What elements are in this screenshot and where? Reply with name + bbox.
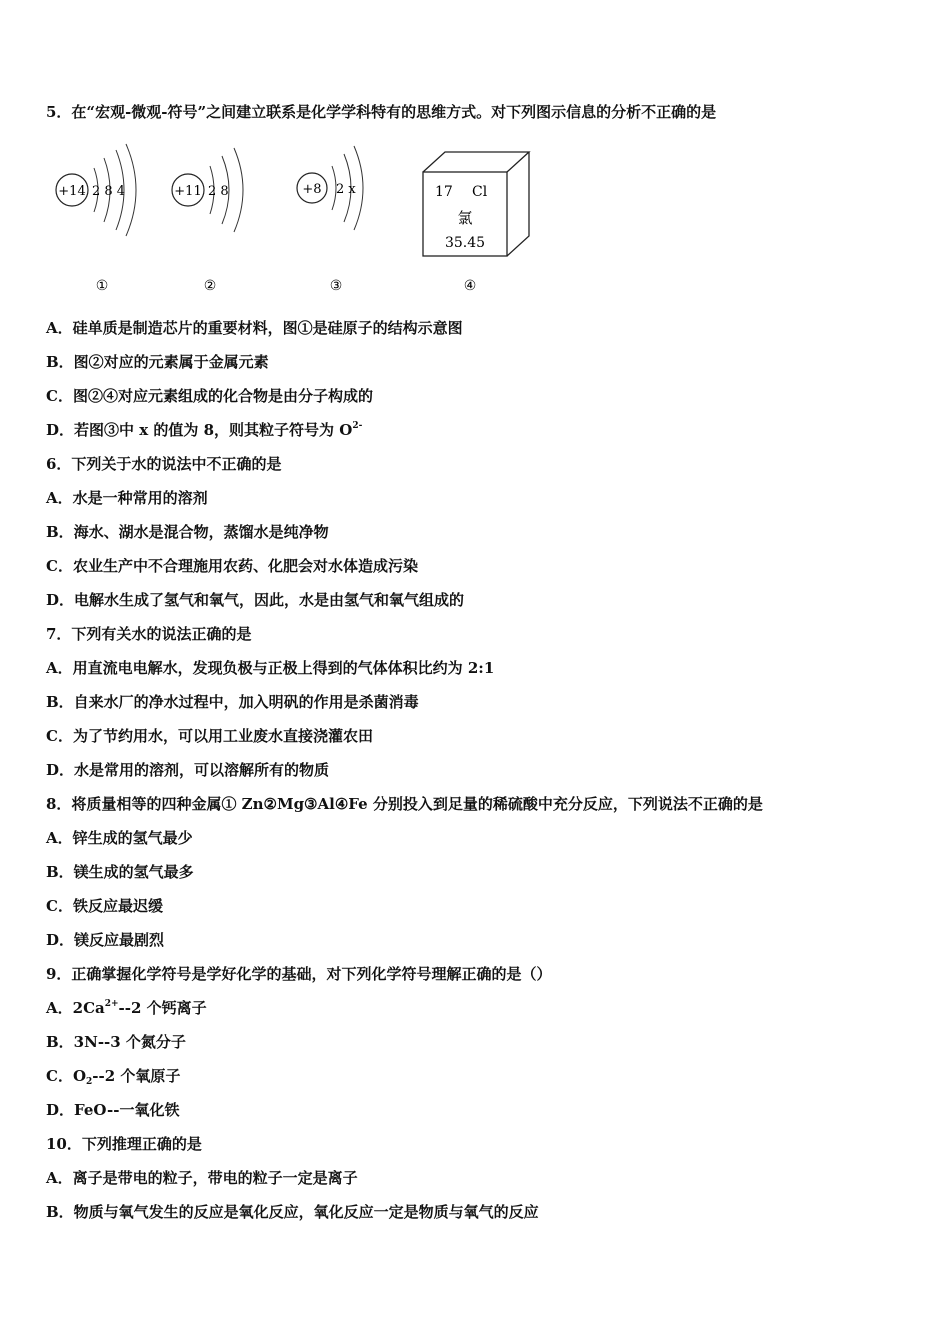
question-7-option-c: C．为了节约用水，可以用工业废水直接浇灌农田: [46, 727, 373, 745]
atomic-number: 17: [435, 184, 453, 200]
question-8-option-b: B．镁生成的氢气最多: [46, 863, 194, 881]
question-5-option-a: A．硅单质是制造芯片的重要材料，图①是硅原子的结构示意图: [46, 319, 463, 337]
question-6-option-a: A．水是一种常用的溶剂: [46, 489, 208, 507]
question-7-stem: 7．下列有关水的说法正确的是: [46, 625, 252, 643]
atom-structure-diagram-1: [56, 144, 136, 294]
question-5-option-c: C．图②④对应元素组成的化合物是由分子构成的: [46, 387, 373, 405]
question-7-option-a: A．用直流电电解水，发现负极与正极上得到的气体体积比约为 2:1: [46, 659, 495, 677]
question-8-option-c: C．铁反应最迟缓: [46, 897, 163, 915]
option-c-prefix: C．O: [46, 1067, 87, 1085]
option-c-suffix: --2 个氧原子: [92, 1067, 181, 1085]
atom-structure-diagram-2: [172, 148, 243, 294]
figure-label-3: ③: [329, 278, 343, 294]
element-symbol: Cl: [472, 184, 488, 200]
question-10-option-b: B．物质与氧气发生的反应是氧化反应，氧化反应一定是物质与氧气的反应: [46, 1203, 539, 1221]
question-8-stem: 8．将质量相等的四种金属① Zn②Mg③Al④Fe 分别投入到足量的稀硫酸中充分反应，下列说法不正确的是: [46, 795, 763, 813]
electron-shells-1: 2 8 4: [92, 184, 126, 199]
oxygen-subscript: 2: [86, 1077, 93, 1087]
nucleus-charge-3: +8: [302, 182, 322, 197]
question-7-option-b: B．自来水厂的净水过程中，加入明矾的作用是杀菌消毒: [46, 693, 419, 711]
figure-label-4: ④: [463, 278, 477, 294]
option-a-prefix: A．2Ca: [46, 999, 105, 1017]
periodic-table-cell-chlorine: [423, 152, 529, 294]
electron-shells-3: 2 x: [336, 182, 356, 197]
nucleus-charge-2: +11: [174, 184, 202, 199]
question-6-option-d: D．电解水生成了氢气和氧气，因此，水是由氢气和氧气组成的: [46, 591, 465, 609]
question-8-option-a: A．锌生成的氢气最少: [46, 829, 193, 847]
question-6-option-c: C．农业生产中不合理施用农药、化肥会对水体造成污染: [46, 557, 418, 575]
question-5-figure: [40, 130, 560, 300]
question-9-option-b: B．3N--3 个氮分子: [46, 1033, 186, 1051]
question-10-option-a: A．离子是带电的粒子，带电的粒子一定是离子: [46, 1169, 358, 1187]
question-9-option-d: D．FeO--一氧化铁: [46, 1101, 180, 1119]
calcium-charge: 2+: [104, 999, 119, 1009]
question-8-option-d: D．镁反应最剧烈: [46, 931, 165, 949]
nucleus-charge-1: +14: [58, 184, 86, 199]
element-name: 氯: [457, 209, 473, 227]
atom-structure-diagram-3: [297, 146, 363, 294]
question-7-option-d: D．水是常用的溶剂，可以溶解所有的物质: [46, 761, 330, 779]
question-6-stem: 6．下列关于水的说法中不正确的是: [46, 455, 282, 473]
option-a-suffix: --2 个钙离子: [118, 999, 207, 1017]
ion-charge: 2-: [352, 421, 363, 431]
question-6-option-b: B．海水、湖水是混合物，蒸馏水是纯净物: [46, 523, 329, 541]
atomic-mass: 35.45: [444, 235, 486, 251]
question-5-option-b: B．图②对应的元素属于金属元素: [46, 353, 269, 371]
question-9-option-c: [46, 1066, 180, 1086]
figure-label-1: ①: [95, 278, 109, 294]
question-5-option-d: [46, 420, 362, 440]
question-5-stem: 5．在“宏观-微观-符号”之间建立联系是化学学科特有的思维方式。对下列图示信息的分析不正确的是: [46, 103, 717, 121]
electron-shells-2: 2 8: [208, 184, 229, 199]
figure-label-2: ②: [203, 278, 217, 294]
option-d-text: D．若图③中 x 的值为 8，则其粒子符号为 O: [46, 421, 353, 439]
question-9-option-a: [46, 998, 207, 1018]
question-10-stem: 10．下列推理正确的是: [46, 1135, 202, 1153]
question-9-stem: 9．正确掌握化学符号是学好化学的基础，对下列化学符号理解正确的是（）: [46, 965, 552, 983]
